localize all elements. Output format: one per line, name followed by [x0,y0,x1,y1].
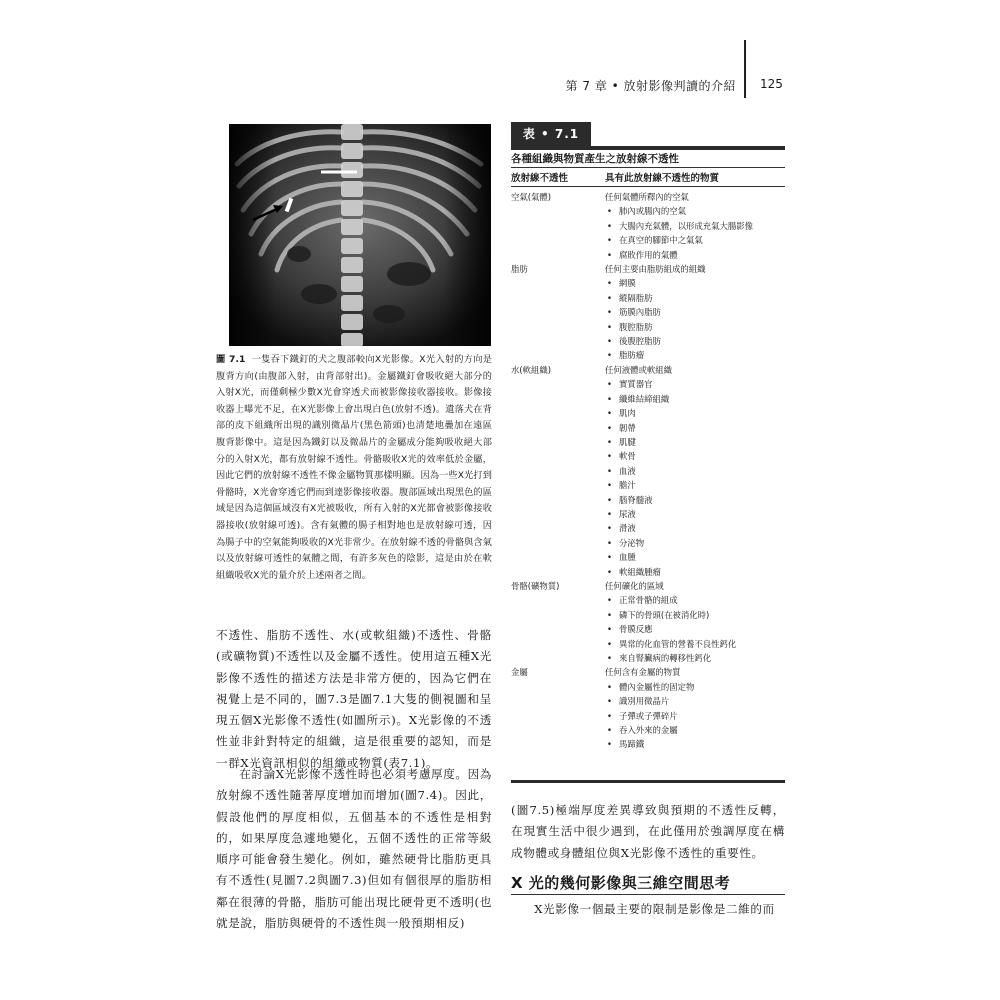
list-item: • 實質器官 [605,377,785,391]
table-top-rule [511,146,785,150]
table-row-intro: 任何液體或軟組織 [605,364,672,375]
list-item: • 吞入外來的金屬 [605,723,785,737]
list-item: • 子彈或子彈碎片 [605,709,785,723]
table-row [511,262,785,363]
table-divider [511,186,785,187]
body-paragraph-right-2: X光影像一個最主要的限制是影像是二維的而 [534,902,775,916]
list-item: • 肌肉 [605,406,785,420]
list-item: • 腐敗作用的氣體 [605,248,785,262]
figure-label: 圖 7.1 [216,354,246,365]
list-item: • 馬蹄鐵 [605,737,785,751]
list-item: • 縱隔脂肪 [605,291,785,305]
table-column-header: 放射線不透性 [511,173,569,184]
section-heading-rule [511,894,785,895]
list-item: • 後腹腔脂肪 [605,334,785,348]
list-item: • 體內金屬性的固定物 [605,680,785,694]
table-body [511,190,785,752]
table-title: 各種組織與物質產生之放射線不透性 [511,153,679,165]
table-row [511,579,785,665]
list-item: • 骨膜反應 [605,622,785,636]
table-category: 水(軟組織) [511,364,552,375]
table-category: 空氣(氣體) [511,192,552,202]
list-item: • 腦脊髓液 [605,493,785,507]
table-category: 骨骼(礦物質) [511,580,560,591]
list-item: • 正常骨骼的組成 [605,593,785,607]
list-item: • 軟組織腫瘤 [605,565,785,579]
figure-caption [216,352,492,584]
table-column-header: 具有此放射線不透性的物質 [605,173,720,184]
list-item: • 血液 [605,464,785,478]
figure-caption-text: 一隻吞下鐵釘的犬之腹部較向X光影像。X光入射的方向是腹背方向(由腹部入射，由背部射出)。金屬鐵釘會吸收絕大部分的入射X光，而僅剩極少數X光會穿透犬而被影像接收器接收。影像接收器上曝光不足，在X光影像上會出現白色(放射不透)。遺落犬在背部的皮下組織所出現的識別微晶片(黑色箭頭)也清楚地疊加在遠區腹背影像中。這是因為鐵釘以及微晶片的金屬成分能夠吸收絕大部分的入射X光，都有放射線不透性。骨骼吸收X光的效率低於金屬，因此它們的放射線不透性不像金屬物質那樣明顯。因為一些X光打到骨骼時，X光會穿透它們而到達影像接收器。腹部區域出現黑色的區域是因為這個區域沒有X光被吸收，所有入射的X光都會被影像接收器接收(放射線可透)。含有氣體的腸子相對地也是放射線可透，因為腸子中的空氣能夠吸收的X光非常少。在放射線不透的骨骼與含氣以及放射線可透性的氣體之間，有許多灰色的陰影，這是由於在軟組織吸收X光的量介於上述兩者之間。 [216,354,492,581]
body-paragraph-left-2: 在討論X光影像不透性時也必須考慮厚度。因為放射線不透性隨著厚度增加而增加(圖7.4)。因此，假設他們的厚度相似，五個基本的不透性是相對的，如果厚度急遽地變化，五個不透性的正常等級順序可能會發生變化。例如，雖然硬骨比脂肪更具有不透性(見圖7.2與圖7.3)但如有個很厚的脂肪相鄰在很薄的骨骼，脂肪可能出現比硬骨更不透明(也就是說，脂肪與硬骨的不透性與一般預期相反) [216,767,492,931]
list-item: • 韌帶 [605,421,785,435]
section-heading: X 光的幾何影像與三維空間思考 [511,874,731,892]
xray-figure [229,124,491,346]
table-row-intro: 任何主要由脂肪組成的組織 [605,264,706,275]
xray-image [229,124,491,346]
list-item: • 異常的化血管的營養不良性鈣化 [605,637,785,651]
list-item: • 纖維結締組織 [605,392,785,406]
list-item: • 分泌物 [605,536,785,550]
table-row-intro: 任何礦化的區域 [605,580,664,591]
list-item: • 血腫 [605,550,785,564]
list-item: • 來自腎臟病的轉移性鈣化 [605,651,785,665]
table-category: 脂肪 [511,264,528,275]
header-rule [744,40,746,98]
table-row [511,363,785,579]
list-item: • 尿液 [605,507,785,521]
list-item: • 肺內或腸內的空氣 [605,204,785,218]
list-item: • 在真空的腳節中之氣氣 [605,233,785,247]
table-row-intro: 任何氣體所釋內的空氣 [605,192,689,202]
list-item: • 膽汁 [605,478,785,492]
list-item: • 腹腔脂肪 [605,320,785,334]
table-row [511,665,785,751]
list-item: • 肌腱 [605,435,785,449]
table-row [511,190,785,262]
list-item: • 滑液 [605,521,785,535]
table-divider [511,167,785,168]
list-item: • 磷下的骨頭(在被消化時) [605,608,785,622]
list-item: • 脂肪瘤 [605,348,785,362]
list-item: • 大腸內充氣體，以形成充氣大腸影像 [605,219,785,233]
list-item: • 識別用微晶片 [605,694,785,708]
table-badge: 表 • 7.1 [511,122,591,146]
body-paragraph-left-1: 不透性、脂肪不透性、水(或軟組織)不透性、骨骼(或礦物質)不透性以及金屬不透性。使用這五種X光影像不透性的描述方法是非常方便的，因為它們在視覺上是不同的，圖7.3是圖7.1大隻的側視圖和呈現五個X光影像不透性(如圖所示)。X光影像的不透性並非針對特定的組織，這是很重要的認知，而是一群X光資訊相似的組織或物質(表7.1)。 [216,628,492,770]
list-item: • 網膜 [605,276,785,290]
body-paragraph-right-1: (圖7.5)極端厚度差異導致與預期的不透性反轉，在現實生活中很少遇到，在此僅用於強調厚度在構成物體或身體組位與X光影像不透性的重要性。 [511,803,785,860]
running-header-chapter: 第 7 章 • 放射影像判讀的介紹 [565,79,736,93]
page-number: 125 [760,77,783,91]
table-category: 金屬 [511,667,528,678]
table-row-intro: 任何含有金屬的物質 [605,667,681,678]
list-item: • 軟骨 [605,449,785,463]
list-item: • 筋膜內脂肪 [605,305,785,319]
table-bottom-rule [511,780,785,783]
